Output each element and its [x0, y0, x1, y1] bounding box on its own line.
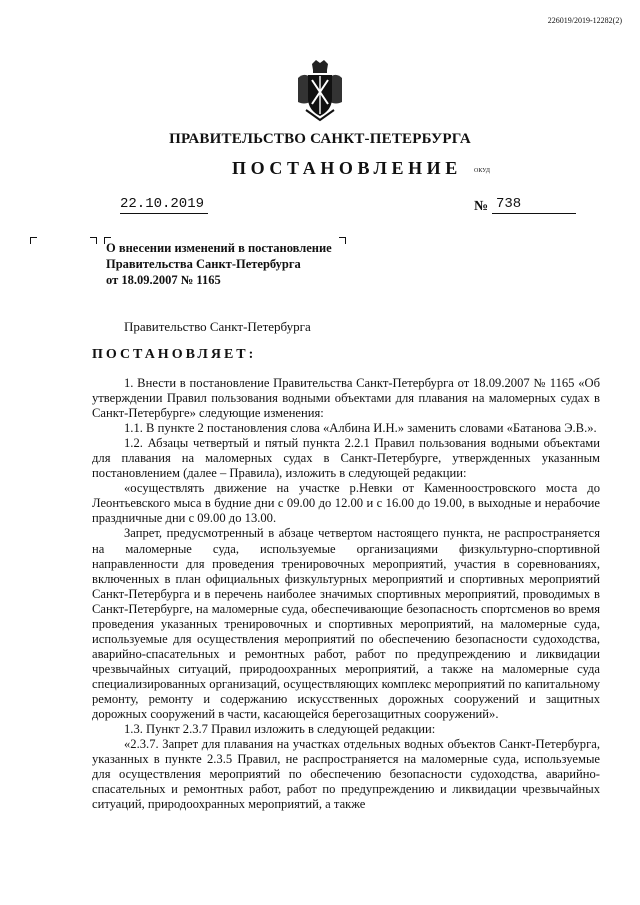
okud-label: ОКУД — [474, 168, 490, 174]
corner-mark — [90, 237, 97, 244]
subject-line: от 18.09.2007 № 1165 — [106, 273, 221, 287]
paragraph: 1.1. В пункте 2 постановления слова «Албина И.Н.» заменить словами «Батанова Э.В.». — [124, 421, 597, 436]
government-title: ПРАВИТЕЛЬСТВО САНКТ-ПЕТЕРБУРГА — [169, 131, 471, 147]
paragraph: «осуществлять движение на участке р.Невки от Каменноостровского моста до Леонтьевского мыса в будние дни с 09.00 до 12.00 и с 16.00 до 19.00, в выходные и нерабочие праздничные дни с 09.00 до 13.00. — [92, 481, 600, 526]
decree-number-label: № — [474, 199, 489, 214]
decree-body — [92, 376, 600, 812]
decree-number: 738 — [492, 196, 576, 214]
corner-mark — [30, 237, 37, 244]
document-type-title: ПОСТАНОВЛЕНИЕ — [232, 158, 462, 178]
issuer-intro: Правительство Санкт-Петербурга — [124, 319, 311, 334]
paragraph: Запрет, предусмотренный в абзаце четвертом настоящего пункта, не распространяется на маломерные суда, используемые организациями физкультурно-спортивной направленности для проведения тренировочных мероприятий, участия в соревнованиях, включенных в план официальных физкультурных мероприятий и спортивных мероприятий Санкт-Петербурга и в перечень наиболее значимых спортивных мероприятий, проводимых в Санкт-Петербурге, на маломерные суда, обеспечивающие безопасность спортсменов во время проведения указанных тренировочных и спортивных мероприятий, на маломерные суда, используемые для осуществления мероприятий по обеспечению безопасности судоходства, аварийно-спасательных и ремонтных работ, работ по предупреждению и ликвидации чрезвычайных ситуаций, природоохранных мероприятий, а также на маломерные суда специализированных организаций, осуществляющих комплекс мероприятий по капитальному ремонту, ремонту и содержанию искусственных дорожных сооружений и защитных дорожных сооружений в части, касающейся берегозащитных сооружений». — [92, 526, 600, 722]
paragraph: 1.2. Абзацы четвертый и пятый пункта 2.2.1 Правил пользования водными объектами для плавания на маломерных судах в Санкт-Петербурге, утвержденных указанным постановлением (далее – Правила), изложить в следующей редакции: — [92, 436, 600, 481]
paragraph: 1. Внести в постановление Правительства Санкт-Петербурга от 18.09.2007 № 1165 «Об утверждении Правил пользования водными объектами для плавания на маломерных судах в Санкт-Петербурге» следующие изменения: — [92, 376, 600, 421]
subject-line: О внесении изменений в постановление — [106, 241, 332, 255]
subject-line: Правительства Санкт-Петербурга — [106, 257, 301, 271]
coat-of-arms-icon — [292, 58, 348, 122]
paragraph: «2.3.7. Запрет для плавания на участках отдельных водных объектов Санкт-Петербурга, указанных в пункте 2.3.5 Правил, не распространяется на маломерные суда, используемые для осуществления мероприятий по обеспечению безопасности судоходства, аварийно-спасательных и ремонтных работ, работ по предупреждению и ликвидации чрезвычайных ситуаций, природоохранных мероприятий, а также — [92, 737, 600, 812]
decree-date: 22.10.2019 — [120, 196, 208, 214]
paragraph: 1.3. Пункт 2.3.7 Правил изложить в следующей редакции: — [124, 722, 436, 737]
decree-subject — [106, 240, 366, 288]
document-registration-number: 226019/2019-12282(2) — [547, 16, 622, 25]
resolves-heading: ПОСТАНОВЛЯЕТ: — [92, 347, 257, 362]
